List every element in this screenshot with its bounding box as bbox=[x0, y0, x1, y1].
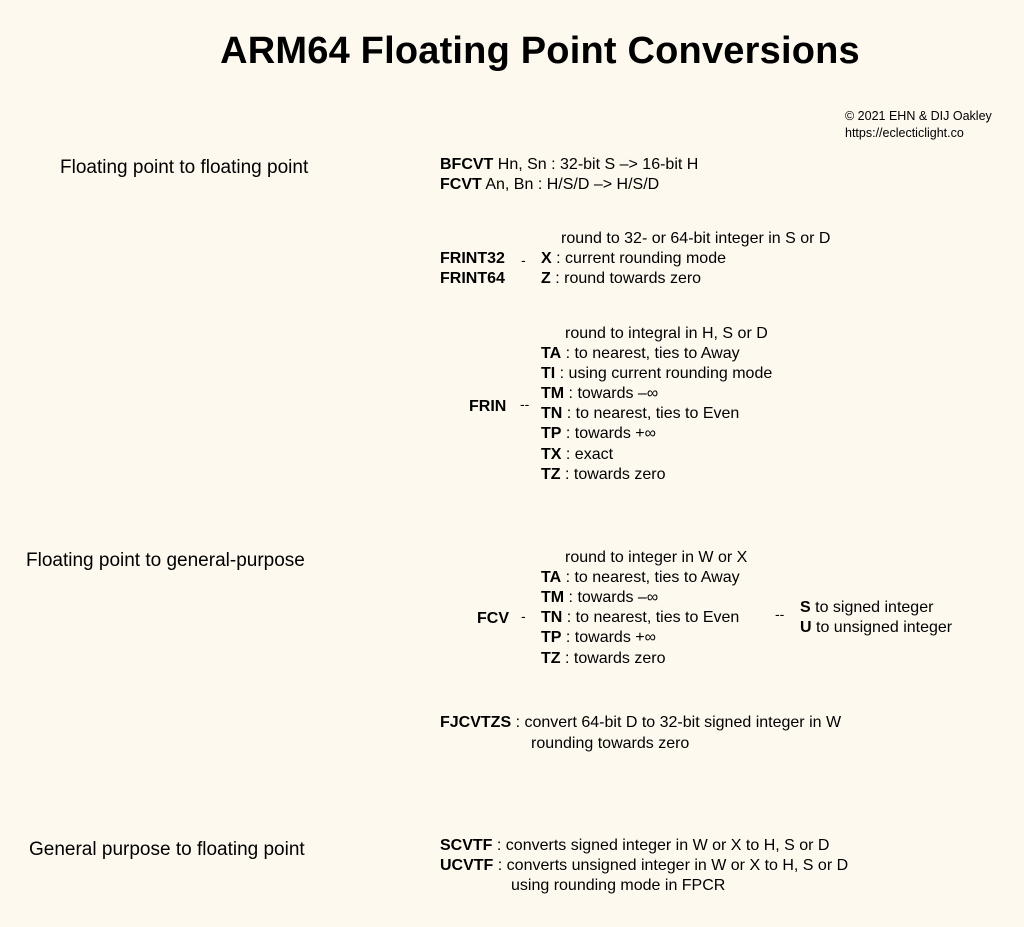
frin-option-tz: TZ : towards zero bbox=[541, 466, 666, 483]
frint-option-z: Z : round towards zero bbox=[541, 270, 702, 287]
scvtf-line bbox=[440, 836, 829, 856]
ucvtf-note: using rounding mode in FPCR bbox=[511, 877, 726, 894]
fcvt-line bbox=[440, 175, 659, 195]
fcv-suffix-u: U to unsigned integer bbox=[800, 619, 953, 636]
ucvtf-line bbox=[440, 856, 848, 876]
frint32-mnemonic: FRINT32 bbox=[440, 250, 505, 267]
fjcvtzs-line bbox=[440, 713, 841, 733]
fjcvtzs-mnemonic: FJCVTZS bbox=[440, 714, 512, 731]
frin-option-tp: TP : towards +∞ bbox=[541, 425, 657, 442]
frint-heading: round to 32- or 64-bit integer in S or D bbox=[561, 230, 831, 247]
frint64-mnemonic: FRINT64 bbox=[440, 270, 505, 287]
fjcvtzs-desc: : convert 64-bit D to 32-bit signed integer in W bbox=[511, 714, 842, 731]
frint-option-x: X : current rounding mode bbox=[541, 250, 726, 267]
frin-option-ta: TA : to nearest, ties to Away bbox=[541, 345, 740, 362]
fcv-option-ta: TA : to nearest, ties to Away bbox=[541, 569, 740, 586]
frin-mnemonic: FRIN bbox=[469, 398, 507, 415]
section-fp-to-fp: Floating point to floating point bbox=[60, 157, 309, 178]
fcv-option-tz: TZ : towards zero bbox=[541, 650, 666, 667]
bfcvt-desc: Hn, Sn : 32-bit S –> 16-bit H bbox=[493, 156, 699, 173]
frin-option-tm: TM : towards –∞ bbox=[541, 385, 659, 402]
frint-connector: - bbox=[521, 252, 526, 268]
fcv-suffix-connector: -- bbox=[775, 606, 785, 622]
section-gp-to-fp: General purpose to floating point bbox=[29, 839, 305, 860]
fcv-suffix-s: S to signed integer bbox=[800, 599, 934, 616]
scvtf-desc: : converts signed integer in W or X to H, S or D bbox=[492, 837, 830, 854]
fcv-option-tp: TP : towards +∞ bbox=[541, 629, 657, 646]
frin-option-ti: TI : using current rounding mode bbox=[541, 365, 773, 382]
frin-connector: -- bbox=[520, 396, 530, 412]
bfcvt-line bbox=[440, 155, 698, 175]
ucvtf-desc: : converts unsigned integer in W or X to H, S or D bbox=[493, 857, 849, 874]
copyright bbox=[845, 108, 992, 142]
fcv-connector: - bbox=[521, 608, 526, 624]
fjcvtzs-desc2: rounding towards zero bbox=[531, 735, 690, 752]
section-fp-to-gp: Floating point to general-purpose bbox=[26, 550, 305, 571]
fcvt-mnemonic: FCVT bbox=[440, 176, 482, 193]
copyright-url: https://eclecticlight.co bbox=[845, 126, 964, 140]
fcv-option-tm: TM : towards –∞ bbox=[541, 589, 659, 606]
page-title: ARM64 Floating Point Conversions bbox=[220, 30, 860, 72]
fcv-mnemonic: FCV bbox=[477, 610, 509, 627]
scvtf-mnemonic: SCVTF bbox=[440, 837, 493, 854]
fcvt-desc: An, Bn : H/S/D –> H/S/D bbox=[481, 176, 660, 193]
fcv-heading: round to integer in W or X bbox=[565, 549, 748, 566]
ucvtf-mnemonic: UCVTF bbox=[440, 857, 494, 874]
frin-option-tx: TX : exact bbox=[541, 446, 614, 463]
copyright-line: © 2021 EHN & DIJ Oakley bbox=[845, 109, 992, 123]
frin-option-tn: TN : to nearest, ties to Even bbox=[541, 405, 740, 422]
frin-heading: round to integral in H, S or D bbox=[565, 325, 768, 342]
bfcvt-mnemonic: BFCVT bbox=[440, 156, 494, 173]
fcv-option-tn: TN : to nearest, ties to Even bbox=[541, 609, 740, 626]
